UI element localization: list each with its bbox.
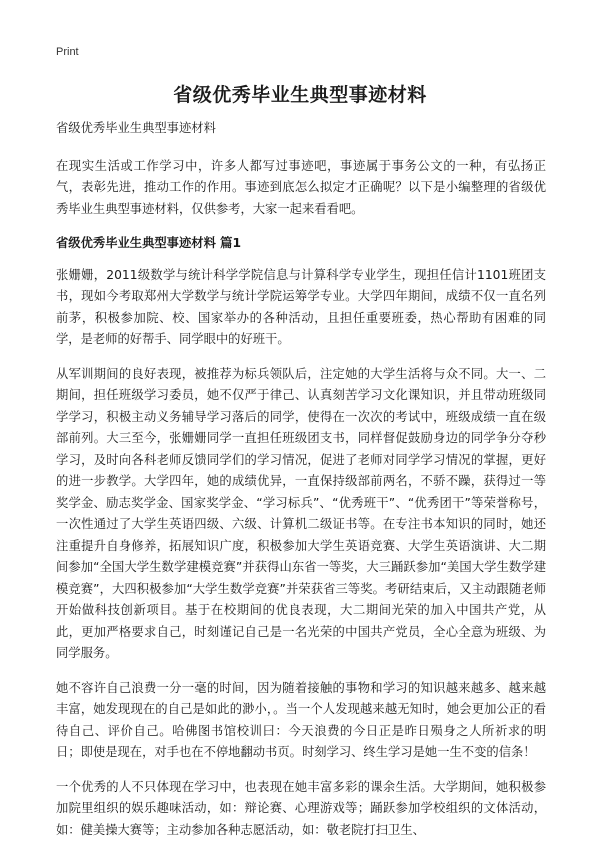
document-subtitle: 省级优秀毕业生典型事迹材料 — [56, 121, 216, 135]
document-body — [56, 118, 546, 854]
body-paragraph: 一个优秀的人不只体现在学习中，也表现在她丰富多彩的课余生活。大学期间，她积极参加院里组织的娱乐趣味活动，如：辩论赛、心理游戏等；踊跃参加学校组织的文体活动，如：健美操大赛等；主动参加各种志愿活动，如：敬老院打扫卫生、 — [56, 779, 546, 837]
body-paragraph: 张姗姗，2011级数学与统计科学学院信息与计算科学专业学生，现担任信计1101班团支书，现如今考取郑州大学数学与统计学院运筹学专业。大学四年期间，成绩不仅一直名列前茅，积极参加院、校、国家举办的各种活动，且担任重要班委，热心帮助有困难的同学，是老师的好帮手、同学眼中的好班干。 — [56, 267, 546, 346]
body-paragraph: 她不容许自己浪费一分一毫的时间，因为随着接触的事物和学习的知识越来越多、越来越丰富，她发现现在的自己是如此的渺小，。当一个人发现越来越无知时，她会更加公正的看待自己、评价自己。哈佛图书馆校训曰：今天浪费的今日正是昨日殒身之人所祈求的明日；即使是现在，对手也在不停地翻动书页。时刻学习、终生学习是她一生不变的信条！ — [56, 680, 546, 759]
body-paragraph: 从军训期间的良好表现，被推荐为标兵领队后，注定她的大学生活将与众不同。大一、二期间，担任班级学习委员，她不仅严于律己、认真刻苦学习文化课知识，并且带动班级同学学习，积极主动义务辅导学习落后的同学，使得在一次次的考试中，班级成绩一直在级部前列。大三至今，张姗姗同学一直担任班级团支书，同样督促鼓励身边的同学争分夺秒学习，及时向各科老师反馈同学们的学习情况，促进了老师对同学学习情况的掌握，更好的进一步教学。大学四年，她的成绩优异，一直保持级部前两名，不骄不躁，获得过一等奖学金、励志奖学金、国家奖学金、“学习标兵”、“优秀班干”、“优秀团干”等荣誉称号，一次性通过了大学生英语四级、六级、计算机二级证书等。在专注书本知识的同时，她还注重提升自身修养，拓展知识广度，积极参加大学生英语竞赛、大学生英语演讲、大二期间参加“全国大学生数学建模竞赛”并获得山东省一等奖，大三踊跃参加“美国大学生数学建模竞赛”，大四积极参加“大学生数学竞赛”并荣获省三等奖。考研结束后，又主动跟随老师开始做科技创新项目。基于在校期间的优良表现，大二期间光荣的加入中国共产党，从此，更加严格要求自己，时刻谨记自己是一名光荣的中国共产党员，全心全意为班级、为同学服务。 — [56, 366, 546, 660]
page-title: 省级优秀毕业生典型事迹材料 — [173, 84, 427, 106]
intro-paragraph: 在现实生活或工作学习中，许多人都写过事迹吧，事迹属于事务公文的一种，有弘扬正气，表彰先进，推动工作的作用。事迹到底怎么拟定才正确呢？以下是小编整理的省级优秀毕业生典型事迹材料，仅供参考，大家一起来看看吧。 — [56, 158, 546, 216]
section-heading: 省级优秀毕业生典型事迹材料 篇1 — [56, 236, 241, 250]
print-link[interactable]: Print — [56, 46, 79, 58]
